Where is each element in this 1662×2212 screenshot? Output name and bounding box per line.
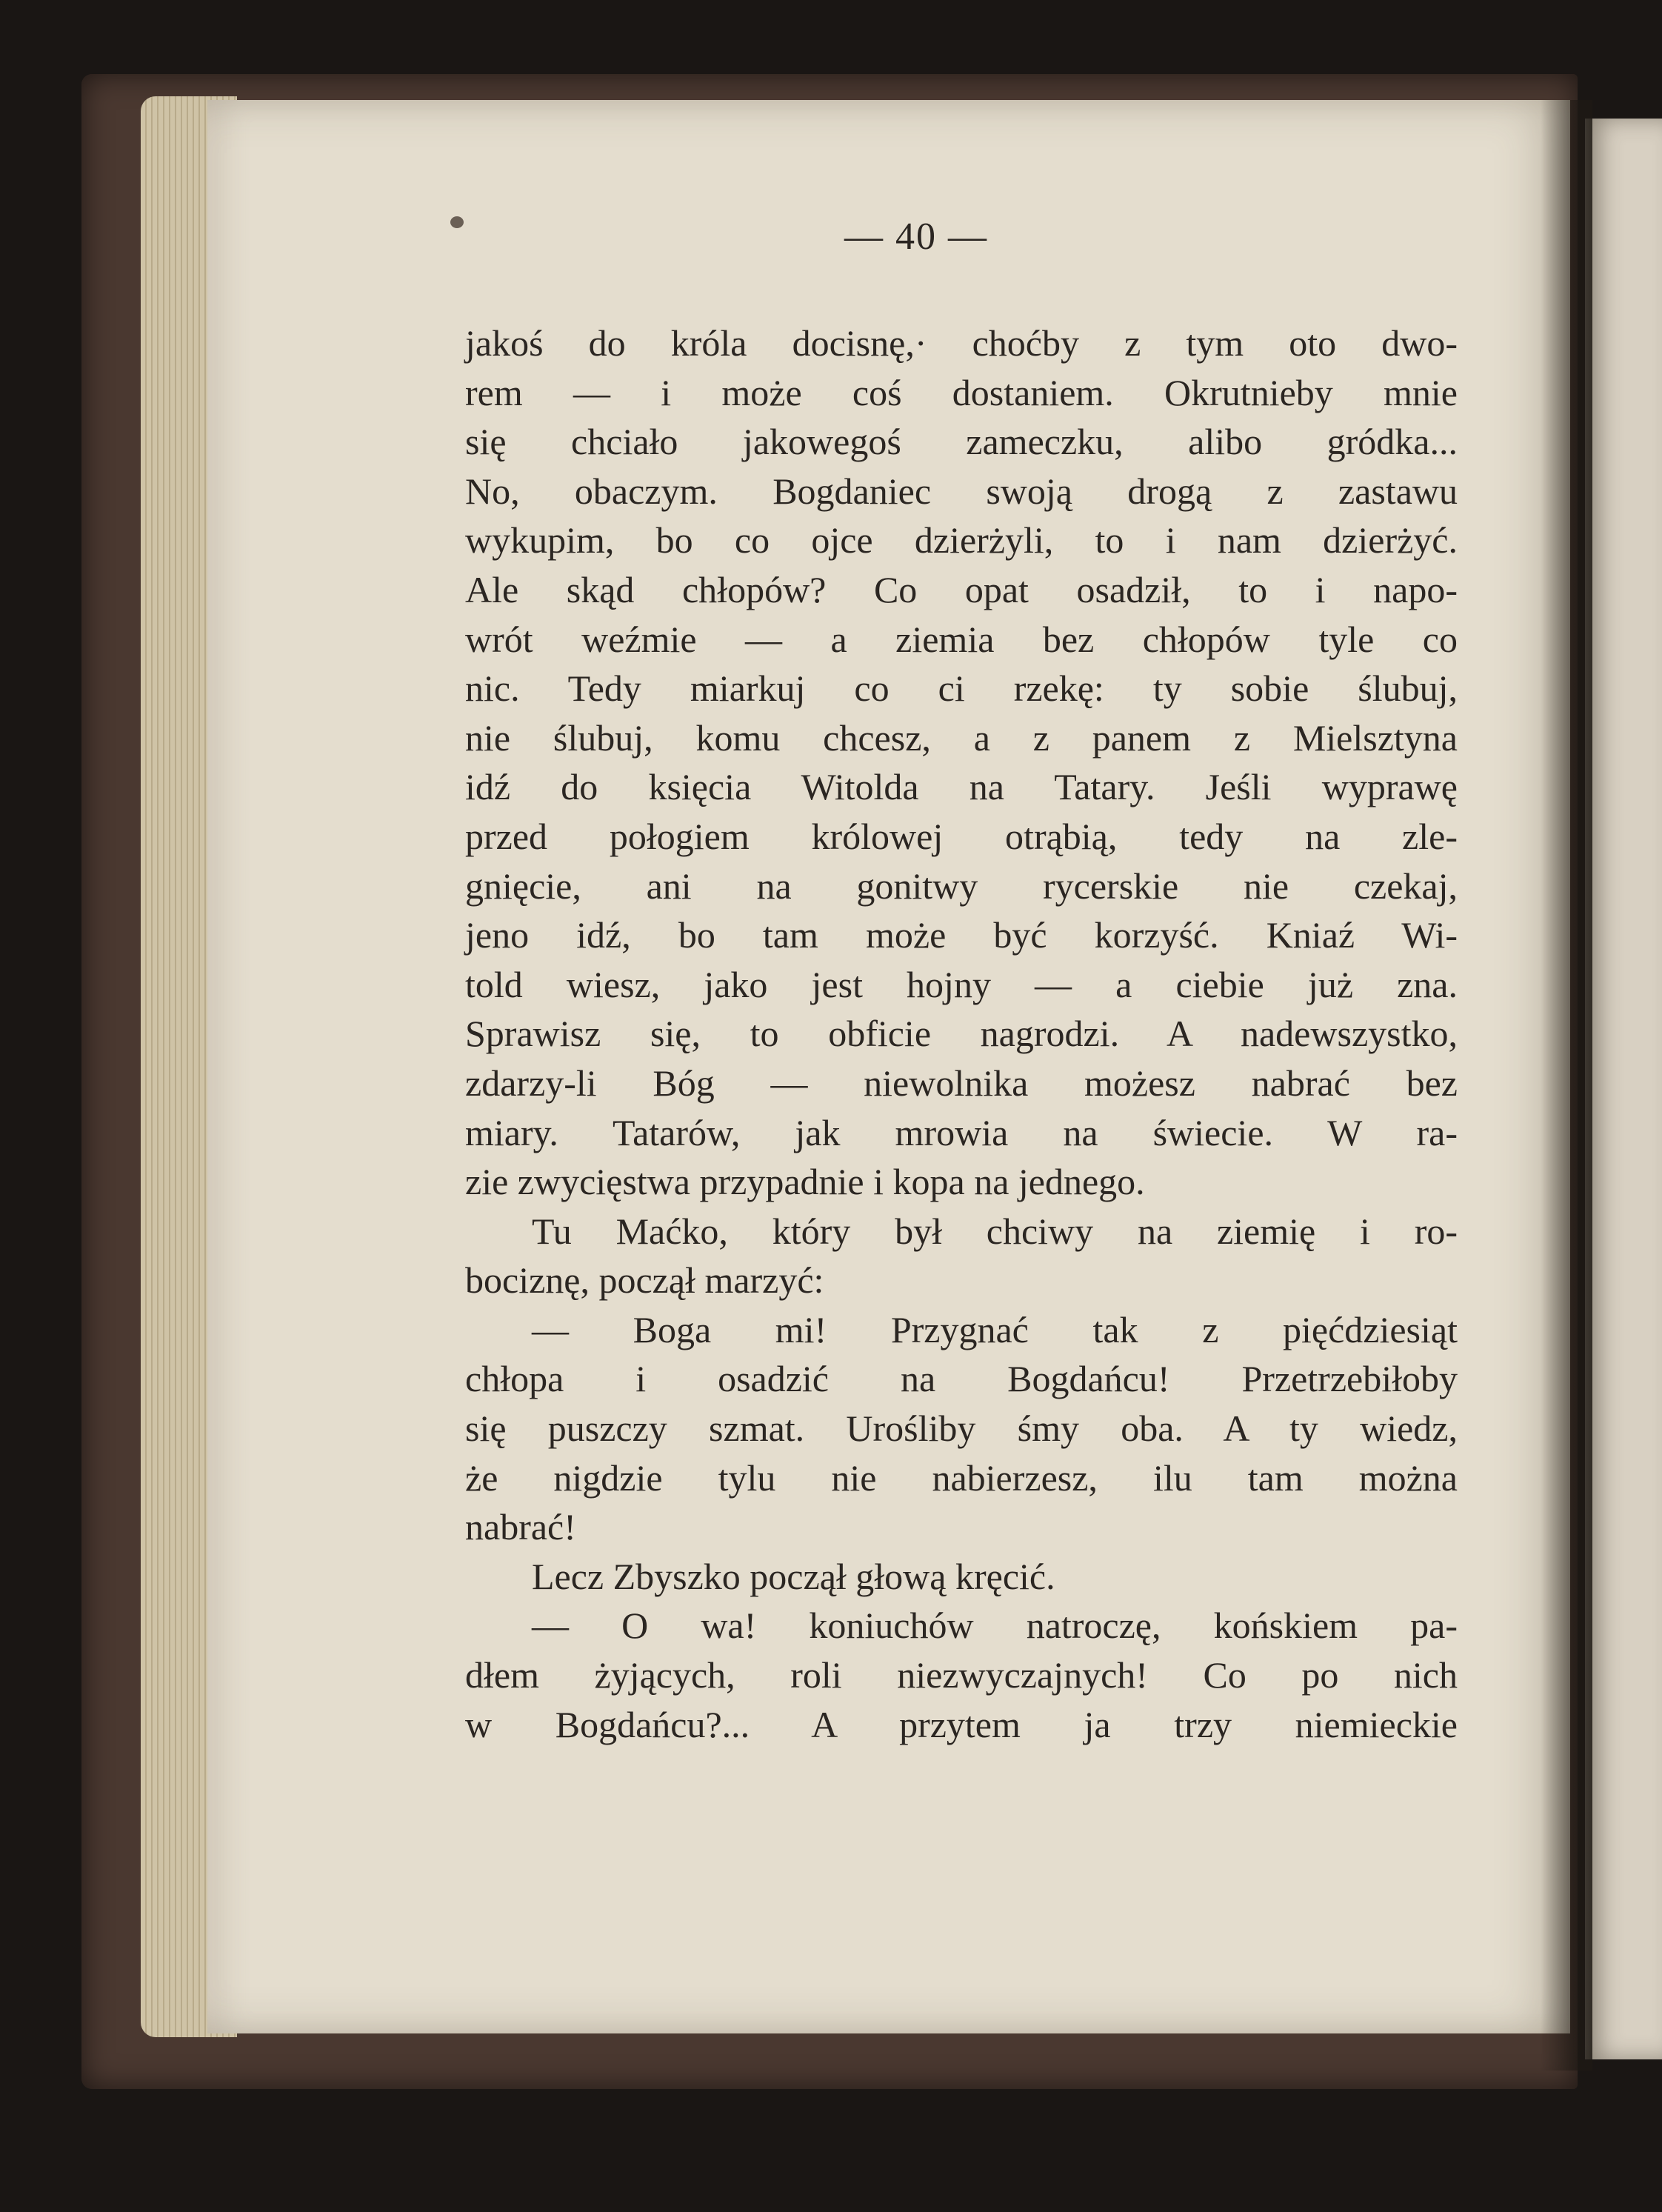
text-line: — O wa! koniuchów natroczę, końskiem pa- [532,1605,1458,1647]
text-line: bociznę, począł marzyć: [465,1259,824,1302]
text-line: chłopa i osadzić na Bogdańcu! Przetrzebiłoby [465,1358,1458,1400]
text-line: — Boga mi! Przygnać tak z pięćdziesiąt [532,1308,1458,1350]
text-line: miary. Tatarów, jak mrowia na świecie. W ra- [465,1111,1458,1153]
text-line: zie zwycięstwa przypadnie i kopa na jednego. [465,1161,1145,1203]
text-line: przed połogiem królowej otrąbią, tedy na zle- [465,815,1458,857]
text-line: told wiesz, jako jest hojny — a ciebie już zna. [465,963,1458,1005]
text-line: gnięcie, ani na gonitwy rycerskie nie czekaj, [465,865,1458,907]
text-line: nie ślubuj, komu chcesz, a z panem z Mielsztyna [465,716,1458,759]
text-line: dłem żyjących, roli niezwyczajnych! Co po nich [465,1654,1458,1696]
text-line: zdarzy-li Bóg — niewolnika możesz nabrać bez [465,1062,1458,1104]
text-line: że nigdzie tylu nie nabierzesz, ilu tam można [465,1456,1458,1499]
next-page-edge [1585,119,1662,2059]
text-line: się chciało jakowegoś zameczku, alibo gródka... [465,421,1458,463]
text-line: wykupim, bo co ojce dzierżyli, to i nam dzierżyć. [465,519,1458,562]
text-line: jeno idź, bo tam może być korzyść. Kniaź Wi- [465,914,1458,956]
text-line: wrót weźmie — a ziemia bez chłopów tyle co [465,618,1458,660]
paper-speck [450,216,464,228]
text-line: idź do księcia Witolda na Tatary. Jeśli wyprawę [465,766,1458,808]
page-number: — 40 — [844,216,988,258]
text-line: nabrać! [465,1506,576,1548]
text-line: w Bogdańcu?... A przytem ja trzy niemieckie [465,1703,1458,1745]
text-line: rem — i może coś dostaniem. Okrutnieby mnie [465,371,1458,413]
spine-shadow [1541,100,1592,2071]
text-line: jakoś do króla docisnę,· choćby z tym oto dwo- [465,322,1458,364]
page-text [465,319,1458,1749]
text-line: Ale skąd chłopów? Co opat osadził, to i napo- [465,568,1458,610]
text-line: Lecz Zbyszko począł głową kręcić. [532,1555,1055,1597]
text-line: Tu Maćko, który był chciwy na ziemię i ro- [532,1210,1458,1252]
text-line: Sprawisz się, to obficie nagrodzi. A nadewszystko, [465,1013,1458,1055]
text-line: No, obaczym. Bogdaniec swoją drogą z zastawu [465,470,1458,512]
text-line: nic. Tedy miarkuj co ci rzekę: ty sobie ślubuj, [465,667,1458,710]
text-line: się puszczy szmat. Urośliby śmy oba. A ty wiedz, [465,1408,1458,1450]
